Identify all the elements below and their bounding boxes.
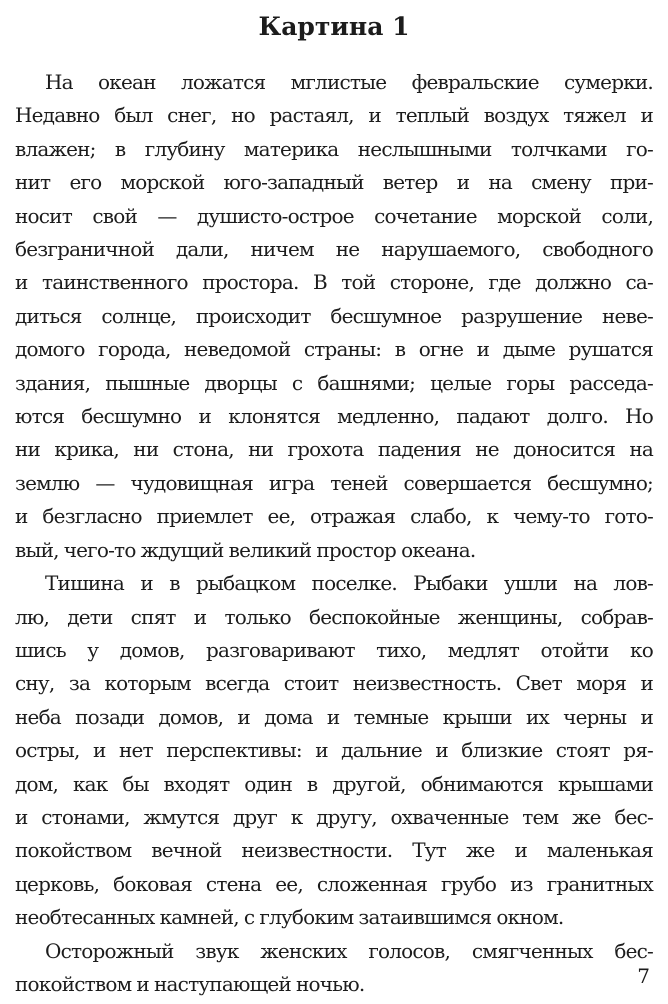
text-line: здания, пышные дворцы с башнями; целые горы расседа- (15, 370, 653, 395)
text-line: диться солнце, происходит бесшумное разрушение неве- (15, 303, 653, 328)
text-line: и стонами, жмутся друг к другу, охваченные тем же бес- (15, 804, 653, 829)
text-line: остры, и нет перспективы: и дальние и близкие стоят ря- (15, 738, 653, 763)
text-line: сну, за которым всегда стоит неизвестность. Свет моря и (15, 671, 653, 696)
text-line: ни крика, ни стона, ни грохота падения не доносится на (15, 437, 653, 462)
paragraph-2 (15, 567, 653, 934)
text-line: покойством вечной неизвестности. Тут же и маленькая (15, 838, 653, 863)
chapter-title: Картина 1 (258, 12, 410, 41)
text-line: нит его морской юго-западный ветер и на смену при- (15, 170, 653, 195)
paragraph-1 (15, 66, 653, 567)
text-line: шись у домов, разговаривают тихо, медлят отойти ко (15, 637, 653, 662)
text-line: неба позади домов, и дома и темные крыши их черны и (15, 704, 653, 729)
text-line: влажен; в глубину материка неслышными толчками го- (15, 136, 653, 161)
body-text (15, 66, 653, 1001)
text-line: ются бесшумно и клонятся медленно, падают долго. Но (15, 404, 653, 429)
text-line: церковь, боковая стена ее, сложенная грубо из гранитных (15, 871, 653, 896)
text-line: Тишина и в рыбацком поселке. Рыбаки ушли на лов- (45, 571, 653, 596)
page-number: 7 (637, 964, 650, 988)
paragraph-3 (15, 935, 653, 1002)
text-line: землю — чудовищная игра теней совершается бесшумно; (15, 470, 653, 495)
text-line: домого города, неведомой страны: в огне и дыме рушатся (15, 337, 653, 362)
text-line: покойством и наступающей ночью. (15, 971, 365, 996)
text-line: лю, дети спят и только беспокойные женщины, собрав- (15, 604, 653, 629)
text-line: безграничной дали, ничем не нарушаемого, свободного (15, 237, 653, 262)
text-line: и таинственного простора. В той стороне, где должно са- (15, 270, 653, 295)
text-line: необтесанных камней, с глубоким затаившимся окном. (15, 905, 564, 930)
text-line: дом, как бы входят один в другой, обнимаются крышами (15, 771, 653, 796)
text-line: и безгласно приемлет ее, отражая слабо, к чему-то гото- (15, 504, 653, 529)
text-line: носит свой — душисто-острое сочетание морской соли, (15, 203, 653, 228)
text-line: вый, чего-то ждущий великий простор океана. (15, 537, 476, 562)
text-line: Осторожный звук женских голосов, смягченных бес- (45, 938, 653, 963)
text-line: Недавно был снег, но растаял, и теплый воздух тяжел и (15, 103, 653, 128)
text-line: На океан ложатся мглистые февральские сумерки. (45, 70, 653, 94)
